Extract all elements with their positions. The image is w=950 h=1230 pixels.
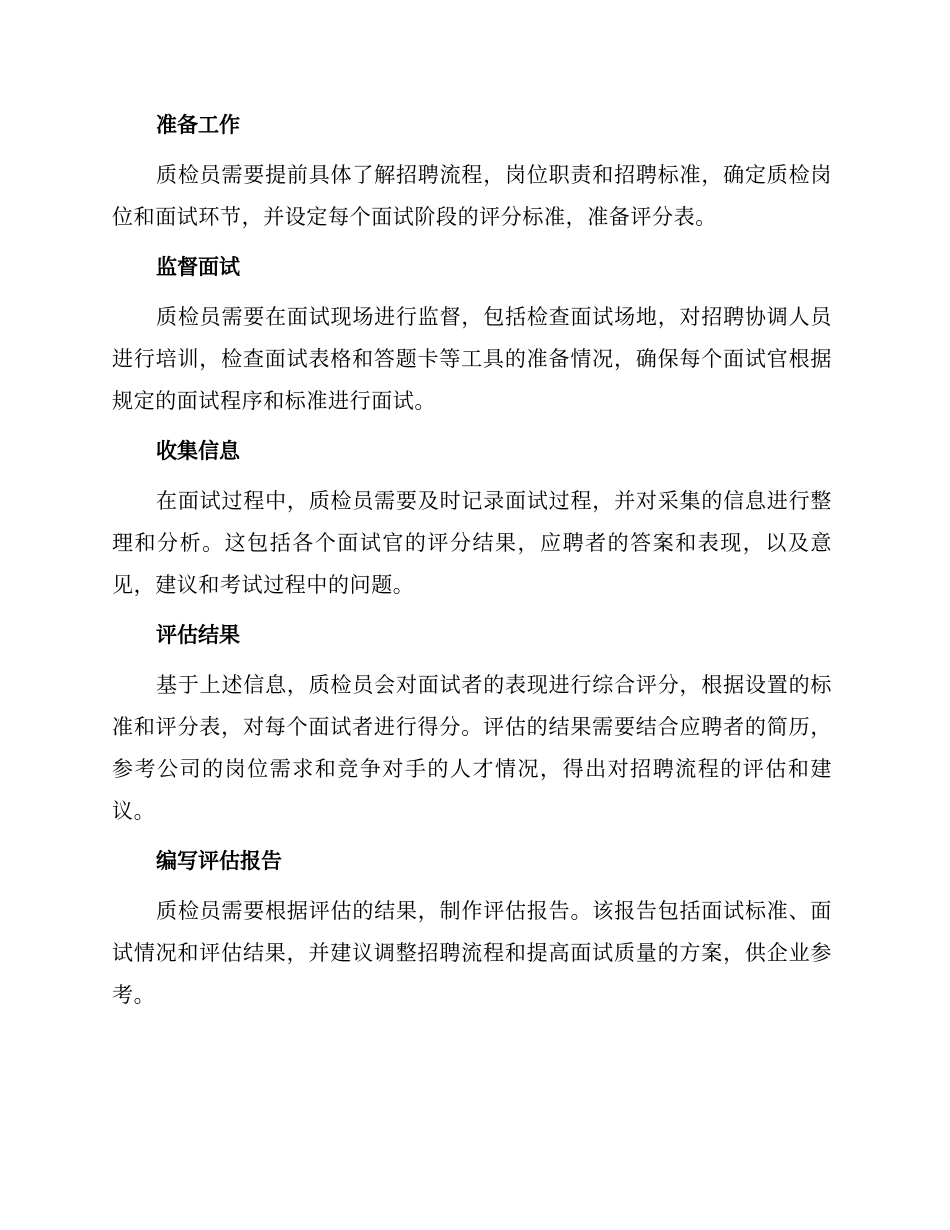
section-heading: 收集信息: [156, 439, 240, 463]
section-paragraph: 质检员需要在面试现场进行监督，包括检查面试场地，对招聘协调人员进行培训，检查面试表格和答题卡等工具的准备情况，确保每个面试官根据规定的面试程序和标准进行面试。: [112, 305, 832, 413]
section-heading: 准备工作: [156, 113, 240, 137]
section-heading: 编写评估报告: [156, 849, 282, 873]
section-preparation: [112, 104, 832, 238]
section-supervise-interview: [112, 246, 832, 422]
section-paragraph: 质检员需要提前具体了解招聘流程，岗位职责和招聘标准，确定质检岗位和面试环节，并设定每个面试阶段的评分标准，准备评分表。: [112, 163, 832, 229]
section-heading: 评估结果: [156, 623, 240, 647]
section-paragraph: 在面试过程中，质检员需要及时记录面试过程，并对采集的信息进行整理和分析。这包括各个面试官的评分结果，应聘者的答案和表现，以及意见，建议和考试过程中的问题。: [112, 489, 832, 597]
section-write-report: [112, 840, 832, 1016]
section-evaluate-results: [112, 614, 832, 832]
section-paragraph: 质检员需要根据评估的结果，制作评估报告。该报告包括面试标准、面试情况和评估结果，并建议调整招聘流程和提高面试质量的方案，供企业参考。: [112, 899, 832, 1007]
section-collect-information: [112, 430, 832, 606]
section-paragraph: 基于上述信息，质检员会对面试者的表现进行综合评分，根据设置的标准和评分表，对每个面试者进行得分。评估的结果需要结合应聘者的简历，参考公司的岗位需求和竞争对手的人才情况，得出对招聘流程的评估和建议。: [112, 673, 832, 823]
section-heading: 监督面试: [156, 255, 240, 279]
document-page: [112, 104, 832, 1024]
